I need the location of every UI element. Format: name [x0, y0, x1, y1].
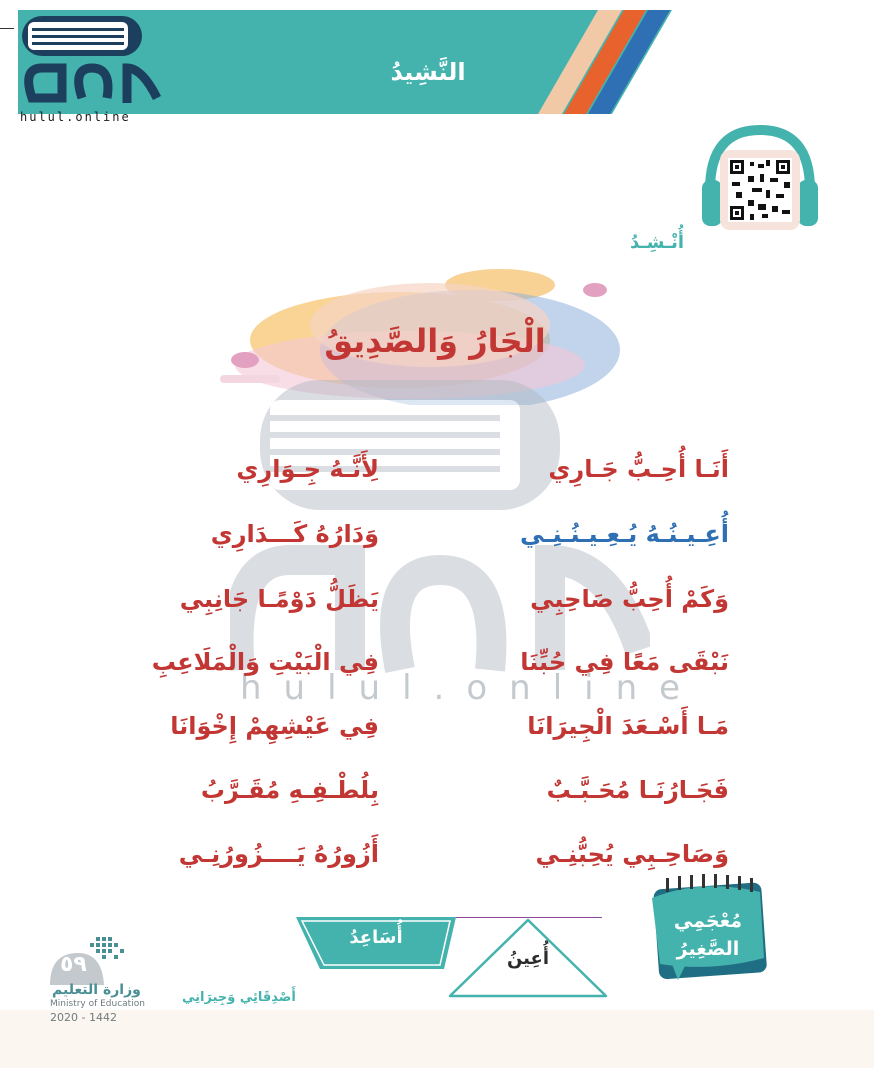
logo-url: hulul.online [20, 110, 131, 124]
verse-b-1: لِأَنَّـهُ جِـوَارِي [236, 455, 379, 483]
audio-qr-icon[interactable] [700, 120, 820, 245]
page-number: ٥٩ [60, 952, 87, 977]
dictionary-line2: الصَّغِيرُ [676, 938, 740, 960]
verse-a-6: فَجَـارُنَـا مُحَـبَّـبٌ [546, 776, 729, 804]
verse-a-1: أَنَـا أُحِـبُّ جَـارِي [548, 455, 729, 483]
ministry-logo [44, 935, 164, 1025]
hulul-logo [12, 8, 172, 123]
logo-mark [12, 8, 172, 108]
ministry-english: Ministry of Education [50, 999, 145, 1009]
verse-b-7: أَزُورُهُ يَــــزُورُنِـي [178, 840, 379, 868]
dictionary-line1: مُعْجَمِي [673, 910, 743, 932]
section-label: أُنْـشِـدُ [630, 232, 684, 253]
verse-b-3: يَظَلُّ دَوْمًـا جَانِبِي [179, 585, 379, 613]
assist-button-label: أُسَاعِدُ [349, 927, 403, 948]
verse-a-5: مَـا أَسْـعَدَ الْجِيرَانَا [527, 712, 729, 740]
verse-b-5: فِي عَيْشِهِمْ إِخْوَانَا [170, 712, 379, 740]
verse-a-2: أُعِـيـنُـهُ يُـعِـيـنُـنِـي [520, 520, 729, 548]
poem-title: الْجَارُ وَالصَّدِيقُ [324, 322, 546, 360]
ministry-year: 2020 - 1442 [50, 1011, 117, 1024]
verse-a-7: وَصَاحِـبِي يُحِبُّنِـي [535, 840, 729, 868]
dictionary-button[interactable] [642, 868, 774, 986]
page-title: النَّشِيدُ [390, 58, 466, 86]
verse-a-4: نَبْقَى مَعًا فِي حُبِّنَا [520, 648, 729, 676]
watermark-url: hulul.online [240, 668, 703, 708]
help-button[interactable] [448, 918, 608, 1000]
verse-b-2: وَدَارُهُ كَـــدَارِي [210, 520, 379, 548]
ministry-name: وزارة التعليم [52, 982, 141, 998]
verse-b-6: بِلُطْـفِـهِ مُقَـرَّبُ [200, 776, 379, 804]
verse-a-3: وَكَمْ أُحِبُّ صَاحِبِي [530, 585, 729, 613]
verse-b-4: فِي الْبَيْتِ وَالْمَلَاعِبِ [151, 648, 379, 676]
unit-title: أَصْدِقَائِي وَجِيرَانِي [182, 990, 296, 1005]
assist-button[interactable] [296, 917, 456, 969]
help-button-label: أُعِينُ [506, 948, 549, 969]
